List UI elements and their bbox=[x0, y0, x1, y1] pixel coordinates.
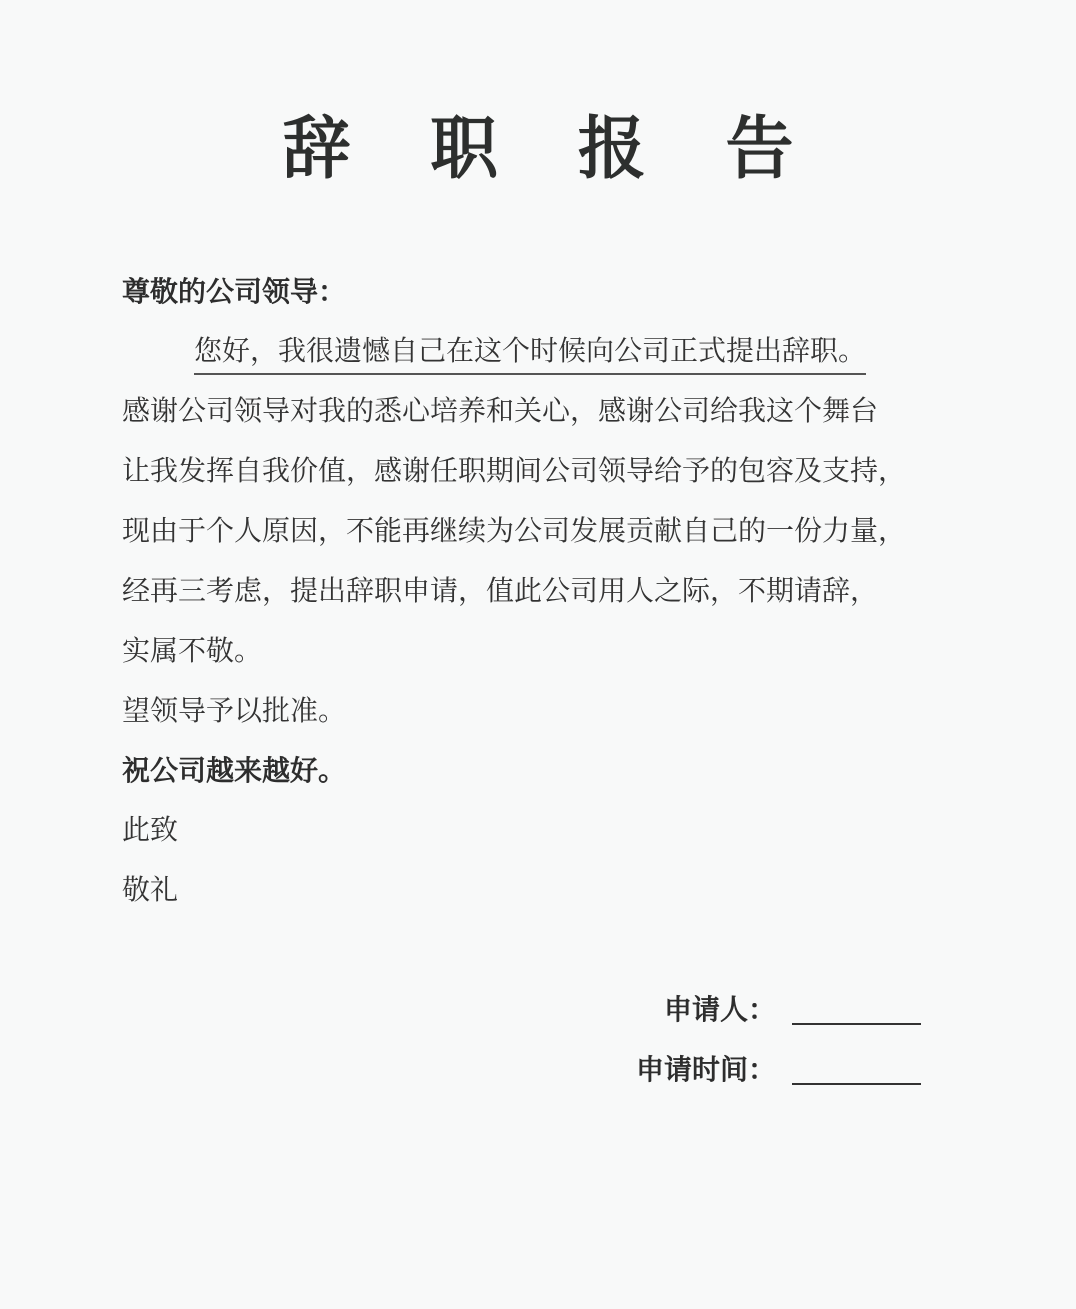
body-line: 现由于个人原因，不能再继续为公司发展贡献自己的一份力量， bbox=[122, 514, 907, 547]
wish-line: 祝公司越来越好。 bbox=[122, 754, 347, 787]
body-line: 实属不敬。 bbox=[122, 634, 263, 667]
application-date-line[interactable] bbox=[792, 1083, 921, 1085]
application-date-label: 申请时间： bbox=[635, 1053, 776, 1086]
applicant-signature-line[interactable] bbox=[792, 1023, 921, 1025]
body-line: 感谢公司领导对我的悉心培养和关心，感谢公司给我这个舞台 bbox=[122, 394, 879, 427]
applicant-label: 申请人： bbox=[663, 993, 776, 1026]
closing-salutation: 敬礼 bbox=[122, 873, 179, 906]
greeting: 尊敬的公司领导： bbox=[122, 275, 347, 308]
body-line: 让我发挥自我价值，感谢任职期间公司领导给予的包容及支持， bbox=[122, 454, 907, 487]
body-line: 经再三考虑，提出辞职申请，值此公司用人之际，不期请辞， bbox=[122, 574, 879, 607]
closing-phrase: 此致 bbox=[122, 813, 179, 846]
opening-sentence: 您好，我很遗憾自己在这个时候向公司正式提出辞职。 bbox=[194, 331, 866, 375]
document-title: 辞 职 报 告 bbox=[282, 110, 822, 189]
request-approval-line: 望领导予以批准。 bbox=[122, 694, 347, 727]
